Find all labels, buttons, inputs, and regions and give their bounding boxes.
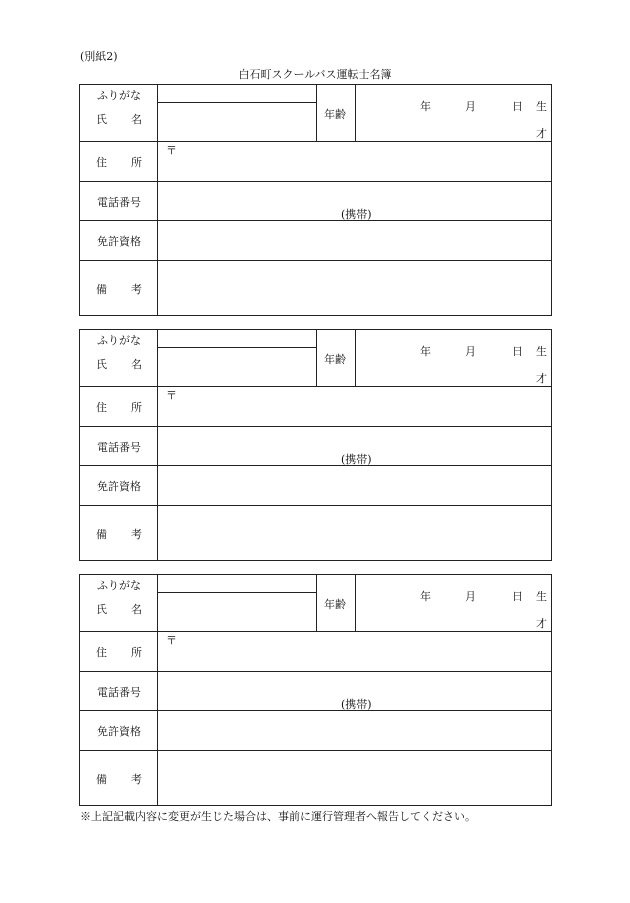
postal-mark: 〒 <box>166 389 177 402</box>
birth-day-label: 日 <box>512 100 523 113</box>
license-label: 免許資格 <box>97 725 141 738</box>
birth-born-label: 生 <box>536 590 547 603</box>
phone-label: 電話番号 <box>97 686 141 699</box>
address-label: 住 所 <box>96 646 142 659</box>
furigana-field[interactable] <box>158 85 316 102</box>
mobile-label: (携帯) <box>341 453 372 466</box>
mobile-label: (携帯) <box>341 208 372 221</box>
remarks-field[interactable] <box>158 751 551 805</box>
driver-form-3 <box>79 574 552 806</box>
age-field[interactable] <box>356 575 551 631</box>
license-field[interactable] <box>158 221 551 260</box>
name-field[interactable] <box>158 348 316 386</box>
address-label: 住 所 <box>96 401 142 414</box>
name-field[interactable] <box>158 593 316 631</box>
age-field[interactable] <box>356 330 551 386</box>
address-field[interactable] <box>158 142 551 181</box>
name-label: 氏 名 <box>96 358 142 371</box>
remarks-field[interactable] <box>158 261 551 315</box>
phone-field[interactable] <box>158 182 551 220</box>
birth-month-label: 月 <box>465 100 476 113</box>
address-field[interactable] <box>158 387 551 426</box>
remarks-field[interactable] <box>158 506 551 560</box>
mobile-label: (携帯) <box>341 698 372 711</box>
postal-mark: 〒 <box>166 144 177 157</box>
birth-year-label: 年 <box>420 590 431 603</box>
furigana-label: ふりがな <box>97 89 141 102</box>
birth-year-label: 年 <box>420 100 431 113</box>
furigana-label: ふりがな <box>97 334 141 347</box>
driver-form-2 <box>79 329 552 561</box>
page-title: 白石町スクールバス運転士名簿 <box>238 68 392 81</box>
birth-month-label: 月 <box>465 345 476 358</box>
annex-label: (別紙2) <box>80 50 118 63</box>
phone-field[interactable] <box>158 427 551 465</box>
phone-field[interactable] <box>158 672 551 710</box>
remarks-label: 備 考 <box>96 283 142 296</box>
age-label: 年齢 <box>324 598 346 611</box>
age-field[interactable] <box>356 85 551 141</box>
license-field[interactable] <box>158 711 551 750</box>
phone-label: 電話番号 <box>97 196 141 209</box>
age-suffix-label: 才 <box>536 372 547 385</box>
address-label: 住 所 <box>96 156 142 169</box>
birth-day-label: 日 <box>512 345 523 358</box>
license-label: 免許資格 <box>97 480 141 493</box>
age-label: 年齢 <box>324 353 346 366</box>
birth-born-label: 生 <box>536 100 547 113</box>
remarks-label: 備 考 <box>96 528 142 541</box>
name-field[interactable] <box>158 103 316 141</box>
address-field[interactable] <box>158 632 551 671</box>
age-suffix-label: 才 <box>536 617 547 630</box>
driver-form-1 <box>79 84 552 316</box>
age-suffix-label: 才 <box>536 127 547 140</box>
birth-year-label: 年 <box>420 345 431 358</box>
postal-mark: 〒 <box>166 634 177 647</box>
birth-month-label: 月 <box>465 590 476 603</box>
phone-label: 電話番号 <box>97 441 141 454</box>
remarks-label: 備 考 <box>96 773 142 786</box>
birth-born-label: 生 <box>536 345 547 358</box>
footer-note: ※上記記載内容に変更が生じた場合は、事前に運行管理者へ報告してください。 <box>80 810 476 823</box>
furigana-label: ふりがな <box>97 579 141 592</box>
furigana-field[interactable] <box>158 575 316 592</box>
license-field[interactable] <box>158 466 551 505</box>
name-label: 氏 名 <box>96 113 142 126</box>
name-label: 氏 名 <box>96 603 142 616</box>
birth-day-label: 日 <box>512 590 523 603</box>
license-label: 免許資格 <box>97 235 141 248</box>
furigana-field[interactable] <box>158 330 316 347</box>
age-label: 年齢 <box>324 108 346 121</box>
